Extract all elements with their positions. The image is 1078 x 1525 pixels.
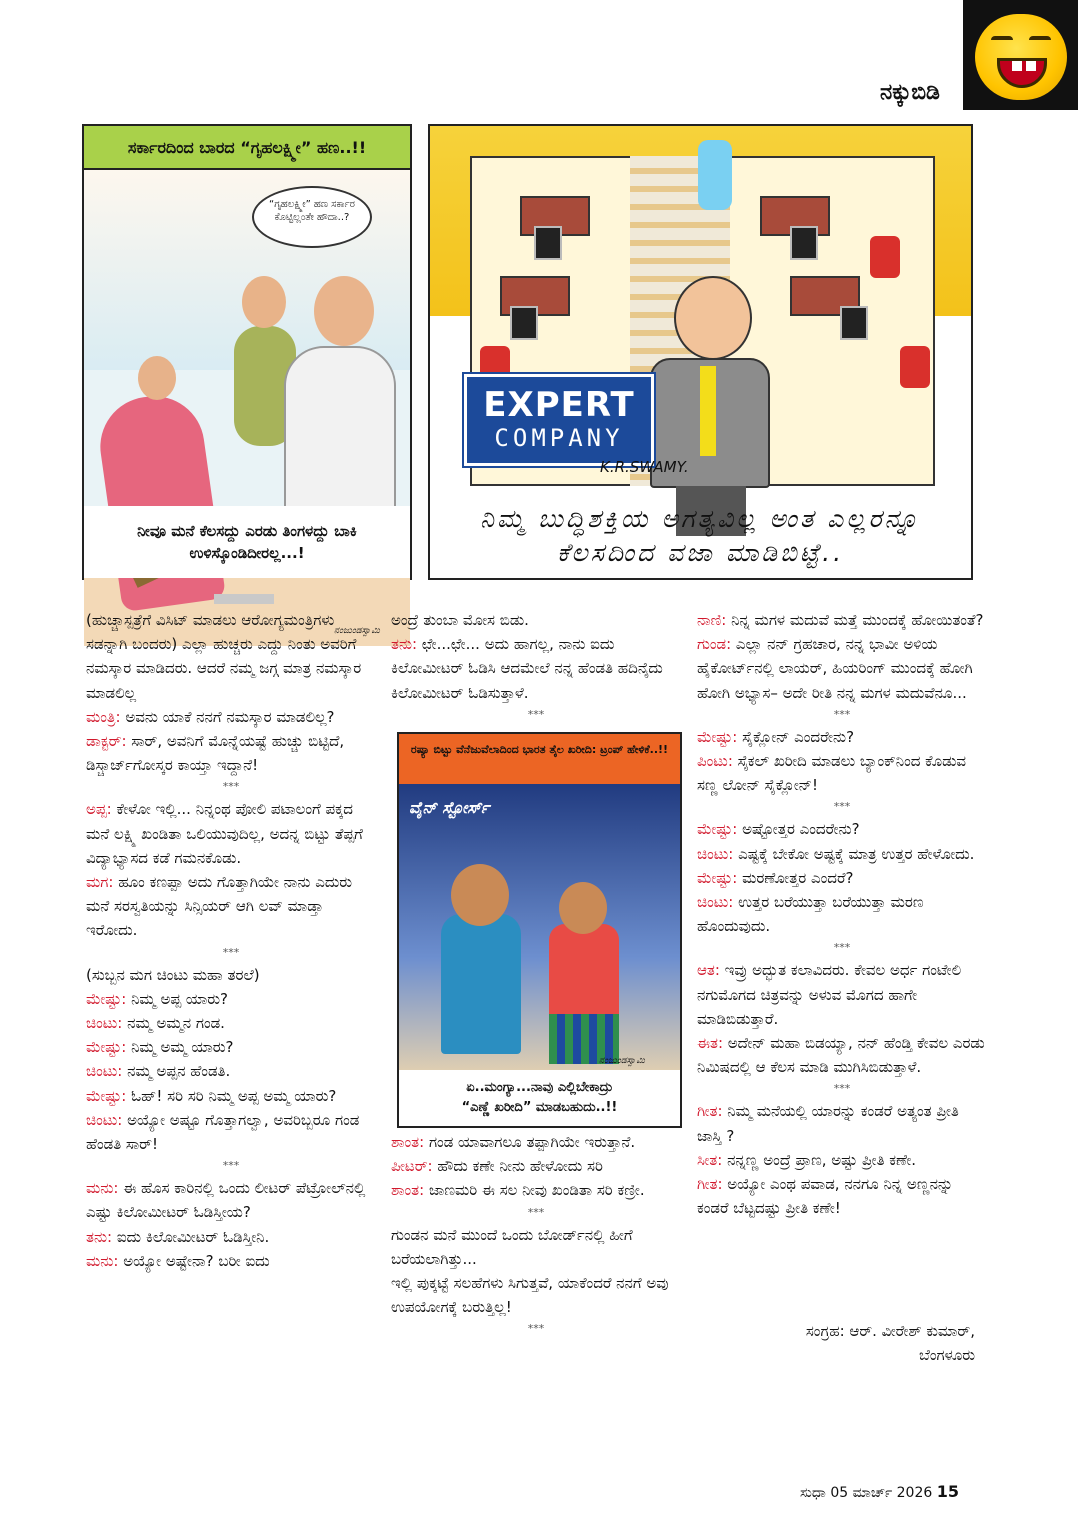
chair xyxy=(870,236,900,278)
closed-eye-icon xyxy=(991,36,1013,44)
dialogue-text: ಸೈಕ್ಲೋನ್ ಎಂದರೇನು? xyxy=(737,727,855,746)
dialogue-text: ಮರಣೋತ್ತರ ಎಂದರೆ? xyxy=(737,868,854,887)
speaker: ತನು: xyxy=(86,1227,113,1246)
page-footer xyxy=(800,1482,959,1501)
speaker: ಮಗ: xyxy=(86,873,114,892)
speaker: ಮೇಷ್ಟು: xyxy=(86,1038,127,1057)
speaker: ಚಿಂಟು: xyxy=(86,1062,123,1081)
cartoon-caption: ನೀವೂ ಮನೆ ಕೆಲಸದ್ದು ಎರಡು ತಿಂಗಳದ್ದು ಬಾಕಿ ಉಳಿಸ್ಕೊಂಡಿದೀರಲ್ಲ...! xyxy=(84,506,410,578)
speaker: ಸೀತ: xyxy=(697,1150,723,1169)
dialogue-line xyxy=(391,1154,681,1178)
speaker: ಗೀತ: xyxy=(697,1102,723,1121)
ai-screen-icon xyxy=(840,306,868,340)
man-head xyxy=(559,882,607,934)
cartoon-headline: ಸರ್ಕಾರದಿಂದ ಬಾರದ “ಗೃಹಲಕ್ಷ್ಮೀ” ಹಣ..!! xyxy=(84,126,410,170)
expert-company-sign xyxy=(464,374,654,466)
dialogue-line xyxy=(697,1172,987,1220)
jokes-column-2-bottom xyxy=(391,1130,681,1339)
dialogue-line xyxy=(86,1084,376,1108)
tie-icon xyxy=(700,366,716,456)
issue-info: ಸುಧಾ 05 ಮಾರ್ಚ್ 2026 xyxy=(800,1485,933,1501)
dialogue-line xyxy=(391,632,681,705)
separator: *** xyxy=(527,707,545,721)
dialogue-line xyxy=(391,1178,681,1202)
dialogue-text: ಇವ್ರು ಅದ್ಭುತ ಕಲಾವಿದರು. ಕೇವಲ ಅರ್ಧ ಗಂಟೇಲಿ ನಗುಮೊಗದ ಚಿತ್ರವನ್ನು ಅಳುವ ಮೊಗದ ಹಾಗೇ ಮಾಡಿಬಿಡುತ್ತಾರೆ. xyxy=(697,961,962,1028)
speaker: ಅಪ್ಪ: xyxy=(86,800,112,819)
speaker: ಮನು: xyxy=(86,1251,119,1270)
dialogue-text: ಉತ್ತರ ಬರೆಯುತ್ತಾ ಬರೆಯುತ್ತಾ ಮರಣ ಹೊಂದುವುದು. xyxy=(697,893,924,936)
woman-head xyxy=(242,276,286,328)
dialogue-line xyxy=(697,842,987,866)
dialogue-text: ನಮ್ಮ ಅಪ್ಪನ ಹೆಂಡತಿ. xyxy=(122,1062,231,1081)
dialogue-text: ಐದು ಕಿಲೋಮೀಟರ್ ಓಡಿಸ್ತೀನಿ. xyxy=(112,1227,270,1246)
speaker: ಚಿಂಟು: xyxy=(697,893,734,912)
speaker: ಮೇಷ್ಟು: xyxy=(697,820,738,839)
dialogue-text: ಎಷ್ಟಕ್ಕೆ ಬೇಕೋ ಅಷ್ಟಕ್ಕೆ ಮಾತ್ರ ಉತ್ತರ ಹೇಳೋದು. xyxy=(733,844,975,863)
speaker: ತನು: xyxy=(391,635,418,654)
speaker: ಮೇಷ್ಟು: xyxy=(697,727,738,746)
joke-text: (ಸುಬ್ಬನ ಮಗ ಚಿಂಟು ಮಹಾ ತರಲೆ) xyxy=(86,965,260,984)
speaker: ಶಾಂತ: xyxy=(391,1181,425,1200)
joke-text: ಇಲ್ಲಿ ಪುಕ್ಕಟ್ಟೆ ಸಲಹೆಗಳು ಸಿಗುತ್ತವೆ, ಯಾಕೆಂದರೆ ನನಗೆ ಅವು ಉಪಯೋಗಕ್ಕೆ ಬರುತ್ತಿಲ್ಲ! xyxy=(391,1274,669,1317)
dialogue-text: ಸೈಕಲ್ ಖರೀದಿ ಮಾಡಲು ಬ್ಯಾಂಕ್‌ನಿಂದ ಕೊಡುವ ಸಣ್ಣ ಲೋನ್ ಸೈಕ್ಲೋನ್! xyxy=(697,752,967,795)
speaker: ಮಂತ್ರಿ: xyxy=(86,707,121,726)
open-mouth-icon xyxy=(997,58,1047,88)
man-with-bottle-figure xyxy=(441,914,521,1054)
joke-text: ಗುಂಡನ ಮನೆ ಮುಂದೆ ಒಂದು ಬೋರ್ಡ್‌ನಲ್ಲಿ ಹೀಗೆ ಬರೆಯಲಾಗಿತ್ತು... xyxy=(391,1225,633,1268)
shop-sign: ವೈನ್ ಸ್ಟೋರ್ಸ್ xyxy=(409,798,490,817)
dialogue-text: ಈ ಹೊಸ ಕಾರಿನಲ್ಲಿ ಒಂದು ಲೀಟರ್ ಪೆಟ್ರೋಲ್‌ನಲ್ಲಿ ಎಷ್ಟು ಕಿಲೋಮೀಟರ್ ಓಡಿಸ್ತೀಯ? xyxy=(86,1179,366,1222)
speaker: ಶಾಂತ: xyxy=(391,1133,425,1151)
dialogue-line xyxy=(697,725,987,749)
dialogue-line xyxy=(86,870,376,943)
speaker: ಗುಂಡ: xyxy=(697,635,732,654)
woman-sweeping-head xyxy=(138,356,176,400)
dialogue-line xyxy=(697,958,987,1031)
separator: *** xyxy=(222,945,240,959)
page-number: 15 xyxy=(936,1482,959,1501)
dialogue-text: ನನ್ನಣ್ಣ ಅಂದ್ರೆ ಪ್ರಾಣ, ಅಷ್ಟು ಪ್ರೀತಿ ಕಣೇ. xyxy=(722,1150,917,1169)
credit-line: ಸಂಗ್ರಹ: ಆರ್. ವೀರೇಶ್ ಕುಮಾರ್, xyxy=(805,1322,975,1340)
dialogue-text: ಅಯ್ಯೋ ಅಷ್ಟೇನಾ? ಬರೀ ಐದು xyxy=(118,1251,270,1270)
separator: *** xyxy=(222,780,240,794)
laughing-face-logo xyxy=(963,0,1078,110)
dialogue-line xyxy=(391,1130,681,1154)
cartoon-gruhalakshmi xyxy=(82,124,412,636)
artist-signature: ನಂಜುಂಡಸ್ವಾಮಿ xyxy=(599,1056,645,1066)
dialogue-text: ಹೂಂ ಕಣಪ್ಪಾ ಅದು ಗೊತ್ತಾಗಿಯೇ ನಾನು ಎದುರು ಮನೆ ಸರಸ್ವತಿಯನ್ನು ಸಿನ್ಸಿಯರ್ ಆಗಿ ಲವ್ ಮಾಡ್ತಾ ಇರೋದು. xyxy=(86,873,352,940)
tooth-icon xyxy=(1026,61,1036,71)
dialogue-line xyxy=(697,632,987,705)
dialogue-line xyxy=(697,1148,987,1172)
speaker: ಮೇಷ್ಟು: xyxy=(86,1086,127,1105)
cartoon-caption xyxy=(399,1070,680,1126)
man-head xyxy=(314,276,374,346)
caption-line: ಏ..ಮಂಗ್ಯಾ...ನಾವು ಎಲ್ಲಿಬೇಕಾದ್ರು xyxy=(466,1080,613,1095)
dialogue-line xyxy=(697,749,987,797)
jokes-column-2-top xyxy=(391,608,681,725)
dialogue-text: ಸಾರ್, ಅವನಿಗೆ ಮೊನ್ನೆಯಷ್ಟೆ ಹುಚ್ಚು ಬಿಟ್ಟಿದೆ, ಡಿಸ್ಚಾರ್ಜ್‌ಗೋಸ್ಕರ ಕಾಯ್ತಾ ಇದ್ದಾನೆ! xyxy=(86,732,345,775)
caption-line: “ಎಣ್ಣೆ ಖರೀದಿ” ಮಾಡಬಹುದು..!! xyxy=(461,1100,618,1115)
dialogue-text: ಅಯ್ಯೋ ಎಂಥ ಪವಾಡ, ನನಗೂ ನಿನ್ನ ಅಣ್ಣನನ್ನು ಕಂಡರೆ ಬೆಟ್ಟದಷ್ಟು ಪ್ರೀತಿ ಕಣೇ! xyxy=(697,1175,954,1218)
tooth-icon xyxy=(1012,61,1022,71)
speaker: ಮೇಷ್ಟು: xyxy=(697,868,738,887)
separator: *** xyxy=(833,1082,851,1096)
separator: *** xyxy=(833,707,851,721)
dialogue-text: ಅಷ್ಟೋತ್ತರ ಎಂದರೇನು? xyxy=(737,820,860,839)
chair xyxy=(900,346,930,388)
ai-screen-icon xyxy=(510,306,538,340)
separator: *** xyxy=(527,1322,545,1336)
cartoon-expert-company xyxy=(428,124,973,580)
man-head xyxy=(451,864,509,926)
speaker: ನಾಣಿ: xyxy=(697,611,727,629)
dialogue-text: ನಿಮ್ಮ ಮನೆಯಲ್ಲಿ ಯಾರನ್ನು ಕಂಡರೆ ಅತ್ಯಂತ ಪ್ರೀತಿ ಜಾಸ್ತಿ ? xyxy=(697,1102,959,1145)
laughing-face-icon xyxy=(975,14,1067,100)
dialogue-text: ಓಹ್! ಸರಿ ಸರಿ ನಿಮ್ಮ ಅಪ್ಪ ಅಮ್ಮ ಯಾರು? xyxy=(126,1086,337,1105)
dialogue-line xyxy=(697,890,987,938)
dialogue-text: ನಿಮ್ಮ ಅಮ್ಮ ಯಾರು? xyxy=(126,1038,234,1057)
closed-eye-icon xyxy=(1029,36,1051,44)
dialogue-line xyxy=(86,1035,376,1059)
dialogue-text: ಹೌದು ಕಣೇ ನೀನು ಹೇಳೋದು ಸರಿ xyxy=(432,1157,603,1176)
small-man-figure xyxy=(698,140,732,210)
dialogue-line xyxy=(86,1225,376,1249)
speaker: ಚಿಂಟು: xyxy=(86,1014,123,1033)
dialogue-text: ನಮ್ಮ ಅಮ್ಮನ ಗಂಡ. xyxy=(122,1014,225,1033)
dialogue-line xyxy=(697,608,987,632)
separator: *** xyxy=(222,1159,240,1173)
dialogue-text: ನಿನ್ನ ಮಗಳ ಮದುವೆ ಮತ್ತೆ ಮುಂದಕ್ಕೆ ಹೋಯಿತಂತೆ? xyxy=(726,611,984,629)
speaker: ಮೇಷ್ಟು: xyxy=(86,989,127,1008)
dialogue-line xyxy=(86,1108,376,1156)
separator: *** xyxy=(833,941,851,955)
dialogue-line xyxy=(697,1099,987,1147)
dialogue-line xyxy=(697,1031,987,1079)
cartoon-caption: ನಿಮ್ಮ ಬುದ್ಧಿಶಕ್ತಿಯ ಅಗತ್ಯವಿಲ್ಲ ಅಂತ ಎಲ್ಲರನ್ನೂ ಕೆಲಸದಿಂದ ವಜಾ ಮಾಡಿಬಿಟ್ಟೆ.. xyxy=(480,504,921,567)
speech-bubble: “ಗೃಹಲಕ್ಷ್ಮೀ” ಹಣ ಸರ್ಕಾರ ಕೊಟ್ಟಿಲ್ಲಂತೇ ಹೌದಾ..? xyxy=(252,186,372,248)
dialogue-text: ಕೇಳೋ ಇಲ್ಲಿ... ನಿನ್ನಂಥ ಪೋಲಿ ಪಟಾಲಂಗೆ ಪಕ್ಕದ ಮನೆ ಲಕ್ಷ್ಮಿ ಖಂಡಿತಾ ಒಲಿಯುವುದಿಲ್ಲ, ಅದನ್ನ ಬಿಟ್ಟು ತೆಪ್ಪಗೆ ವಿದ್ಯಾಭ್ಯಾಸದ ಕಡೆ ಗಮನಕೊಡು. xyxy=(86,800,363,867)
speaker: ಗೀತ: xyxy=(697,1175,723,1194)
dialogue-text: ನಿಮ್ಮ ಅಪ್ಪ ಯಾರು? xyxy=(126,989,228,1008)
speaker: ಈತ: xyxy=(697,1034,724,1053)
speaker: ಚಿಂಟು: xyxy=(86,1110,123,1129)
dialogue-line xyxy=(86,705,376,729)
speaker: ಪಿಂಟು: xyxy=(697,752,733,771)
ai-screen-icon xyxy=(790,226,818,260)
section-title: ನಕ್ಕುಬಿಡಿ xyxy=(880,80,940,105)
credit-line: ಬೆಂಗಳೂರು xyxy=(918,1346,975,1364)
dialogue-text: ಅದೇನ್ ಮಹಾ ಬಿಡಯ್ಯಾ, ನನ್ ಹೆಂಡ್ತಿ ಕೇವಲ ಎರಡು ನಿಮಿಷದಲ್ಲಿ ಆ ಕೆಲಸ ಮಾಡಿ ಮುಗಿಸಿಬಿಡುತ್ತಾಳೆ. xyxy=(697,1034,985,1077)
jokes-column-3 xyxy=(697,608,987,1220)
dialogue-text: ಎಲ್ಲಾ ನನ್ ಗ್ರಹಚಾರ, ನನ್ನ ಭಾವೀ ಅಳಿಯ ಹೈಕೋರ್ಟ್‌ನಲ್ಲಿ ಲಾಯರ್, ಹಿಯರಿಂಗ್ ಮುಂದಕ್ಕೆ ಹೋಗಿ ಹೋಗಿ ಅಭ್ಯಾಸ– ಅದೇ ರೀತಿ ನನ್ನ ಮಗಳ ಮದುವೆನೂ... xyxy=(697,635,973,702)
compiler-credit xyxy=(700,1319,975,1367)
speaker: ಚಿಂಟು: xyxy=(697,844,734,863)
dialogue-line xyxy=(86,729,376,777)
speaker: ಡಾಕ್ಟರ್: xyxy=(86,732,127,751)
artist-signature: ನಂಜುಂಡಸ್ವಾಮಿ xyxy=(334,626,380,636)
joke-text: ಅಂದ್ರೆ ತುಂಬಾ ಮೋಸ ಬಿಡು. xyxy=(391,611,529,629)
ai-screen-icon xyxy=(534,226,562,260)
dialogue-line xyxy=(86,797,376,870)
dialogue-line xyxy=(86,1249,376,1273)
joke-text: (ಹುಚ್ಚಾಸ್ಪತ್ರೆಗೆ ವಿಸಿಟ್ ಮಾಡಲು ಆರೋಗ್ಯಮಂತ್ರಿಗಳು ಸಡನ್ನಾಗಿ ಬಂದರು) ಎಲ್ಲಾ ಹುಚ್ಚರು ಎದ್ದು ನಿಂತು ಅವರಿಗೆ ನಮಸ್ಕಾರ ಮಾಡಿದರು. ಆದರೆ ನಮ್ಮ ಜಗ್ಗ ಮಾತ್ರ ನಮಸ್ಕಾರ ಮಾಡಲಿಲ್ಲ xyxy=(86,611,362,702)
cartoon-headline: ರಷ್ಯಾ ಬಿಟ್ಟು ವೆನೆಜುವೆಲಾದಿಂದ ಭಾರತ ತೈಲ ಖರೀದಿ: ಟ್ರಂಪ್ ಹೇಳಿಕೆ..!! xyxy=(399,734,680,784)
speaker: ಪೀಟರ್: xyxy=(391,1157,433,1176)
separator: *** xyxy=(527,1205,545,1219)
artist-signature: K.R.SWAMY. xyxy=(600,458,689,476)
dialogue-line xyxy=(697,866,987,890)
dialogue-text: ಅವನು ಯಾಕೆ ನನಗೆ ನಮಸ್ಕಾರ ಮಾಡಲಿಲ್ಲ? xyxy=(120,707,335,726)
dialogue-line xyxy=(86,1176,376,1224)
dialogue-line xyxy=(86,1011,376,1035)
dialogue-text: ಜಾಣಮರಿ ಈ ಸಲ ನೀವು ಖಂಡಿತಾ ಸರಿ ಕಣ್ರೀ. xyxy=(424,1181,645,1200)
dustpan-icon xyxy=(214,594,274,604)
jokes-column-1 xyxy=(86,608,376,1273)
dialogue-line xyxy=(697,817,987,841)
boss-head xyxy=(674,276,752,360)
brand-line-1: EXPERT xyxy=(483,385,635,425)
separator: *** xyxy=(833,800,851,814)
dialogue-line xyxy=(86,1059,376,1083)
speaker: ಆತ: xyxy=(697,961,720,980)
brand-line-2: COMPANY xyxy=(494,424,624,452)
dialogue-line xyxy=(86,987,376,1011)
cartoon-oil-purchase xyxy=(397,732,682,1128)
dialogue-text: ಅಯ್ಯೋ ಅಷ್ಟೂ ಗೊತ್ತಾಗಲ್ವಾ, ಅವರಿಬ್ಬರೂ ಗಂಡ ಹೆಂಡತಿ ಸಾರ್! xyxy=(86,1110,360,1154)
dialogue-text: ಗಂಡ ಯಾವಾಗಲೂ ತಪ್ಪಾಗಿಯೇ ಇರುತ್ತಾನೆ. xyxy=(424,1133,636,1151)
speaker: ಮನು: xyxy=(86,1179,119,1198)
dialogue-text: ಛೇ...ಛೇ... ಅದು ಹಾಗಲ್ಲ, ನಾನು ಐದು ಕಿಲೋಮೀಟರ್ ಓಡಿಸಿ ಆದಮೇಲೆ ನನ್ನ ಹೆಂಡತಿ ಹದಿನೈದು ಕಿಲೋಮೀಟರ್ ಓಡಿಸುತ್ತಾಳೆ. xyxy=(391,635,663,702)
